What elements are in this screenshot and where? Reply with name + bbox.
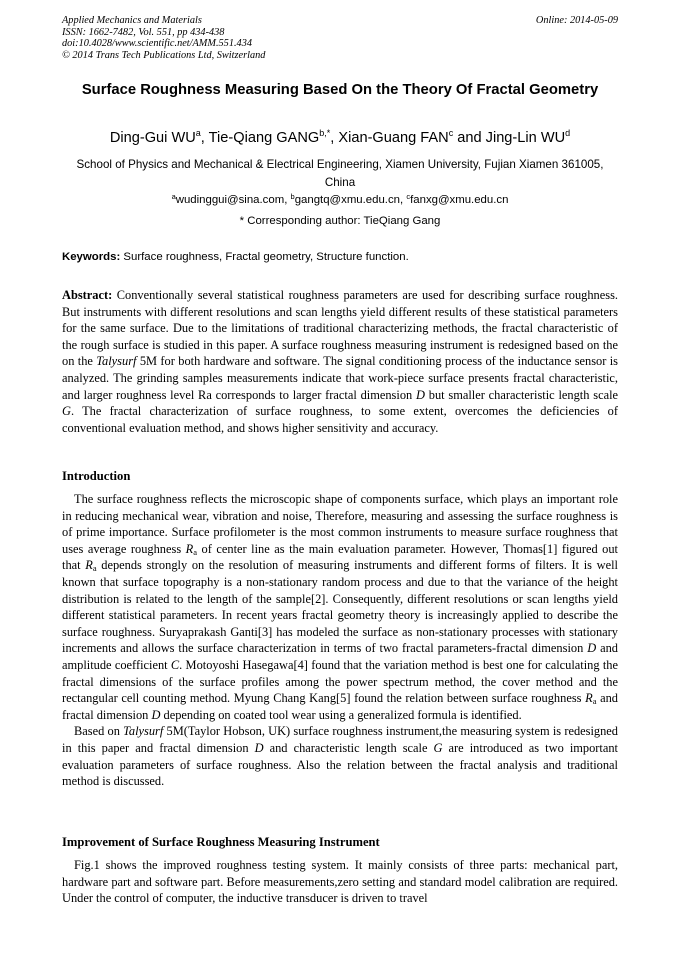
abstract-term: Talysurf xyxy=(96,354,137,369)
keywords xyxy=(62,250,618,264)
online-date: Online: 2014-05-09 xyxy=(535,15,618,26)
email-sup: b xyxy=(290,192,295,201)
author-sup: d xyxy=(565,128,571,138)
email-sup: c xyxy=(406,192,411,201)
issn-line: ISSN: 1662-7482, Vol. 551, pp 434-438 xyxy=(62,26,225,38)
abstract xyxy=(62,287,618,436)
email-sup: a xyxy=(171,192,176,201)
abstract-text: 5M for both hardware and software. The signal conditioning process of the inductance sensor is analyzed. The grinding samples measurements indicate that work-piece surface presents fractal characteristic, and larger roughness level Ra corresponds to larger fractal dimension xyxy=(62,354,618,402)
email-address[interactable]: fanxg@xmu.edu.cn xyxy=(410,194,509,206)
corresponding-author: * Corresponding author: TieQiang Gang xyxy=(239,215,441,227)
author-name: Ding-Gui WU xyxy=(109,130,196,146)
author-and: and xyxy=(453,130,486,146)
author-name: Jing-Lin WU xyxy=(485,130,566,146)
affiliation: School of Physics and Mechanical & Electrical Engineering, Xiamen University, Fujian Xiamen 361005, China xyxy=(76,158,604,189)
introduction-paragraph: Based on Talysurf 5M(Taylor Hobson, UK) surface roughness instrument,the measuring system is redesigned in this paper and fractal dimension D and characteristic length scale G are introduced as two important evaluation parameters of surface roughness. Also the relation between the fractal analysis and traditional method is discussed. xyxy=(62,724,618,789)
abstract-label: Abstract: xyxy=(62,288,113,302)
paper-title: Surface Roughness Measuring Based On the Theory Of Fractal Geometry xyxy=(81,82,599,98)
author-list xyxy=(62,129,618,147)
abstract-term: G xyxy=(62,404,71,419)
author-name: Tie-Qiang GANG xyxy=(208,130,320,146)
author-separator: , xyxy=(200,130,209,146)
email-address[interactable]: gangtq@xmu.edu.cn xyxy=(294,194,401,206)
doi-line: doi:10.4028/www.scientific.net/AMM.551.434 xyxy=(62,38,252,50)
keywords-label: Keywords: xyxy=(62,251,121,263)
improvement-body xyxy=(62,857,618,907)
author-sup: b,* xyxy=(319,128,331,138)
email-list: $^a$wudinggui@sina.com, $^b$gangtq@xmu.edu.cn, $^c$fanxg@xmu.edu.cn xyxy=(171,192,509,206)
abstract-text: . The fractal characterization of surface roughness, to some extent, overcomes the deficiencies of conventional evaluation method, and shows higher sensitivity and accuracy. xyxy=(62,404,618,435)
introduction-body xyxy=(62,491,618,790)
author-sup: a xyxy=(195,128,201,138)
author-sup: c xyxy=(448,128,454,138)
journal-header xyxy=(62,15,618,61)
keywords-text: Surface roughness, Fractal geometry, Structure function. xyxy=(123,251,409,263)
abstract-text: Conventionally several statistical roughness parameters are used for describing surface roughness. But instruments with different resolutions and scan lengths yield different results of these statistical parameters for the same surface. Due to the limitations of traditional characterizing methods, the fractal characteristic of the rough surface is studied in this paper. A surface roughness measuring instrument is redesigned based on the on the xyxy=(62,288,618,369)
copyright-line: © 2014 Trans Tech Publications Ltd, Switzerland xyxy=(62,49,266,61)
introduction-paragraph: The surface roughness reflects the microscopic shape of components surface, which plays an important role in reducing mechanical wear, vibration and noise, Therefore, measuring and assessing the surface roughness is of prime importance. Surface profilometer is the most common instruments to measure surface roughness that uses average roughness $R_a$ of center line as the main evaluation parameter. However, Thomas[1] figured out that $R_a$ depends strongly on the resolution of measuring instruments and different forms of filters. It is well known that surface topography is a non-stationary random process and due to that the variance of the height distribution is related to the length of the sample[2]. Consequently, different resolutions or scan lengths yield different statistical parameters. In recent years fractal geometry theory is increasingly applied to describe the surface roughness. Suryaprakash Ganti[3] has modeled the surface as non-stationary processes with stationary increments and allows the surface characterization in terms of two fractal parameters-fractal dimension D and amplitude coefficient C. Motoyoshi Hasegawa[4] found that the variation method is best one for calculating the fractal dimensions of the surface profiles among the power spectrum method, the cover method and the rectangular cell counting method. Myung Chang Kang[5] found the relation between surface roughness $R_a$ and fractal dimension D depending on coated tool wear using a generalized formula is identified. xyxy=(62,492,618,722)
author-name: Xian-Guang FAN xyxy=(338,130,449,146)
author-separator: , xyxy=(330,130,339,146)
introduction-heading: Introduction xyxy=(62,469,131,483)
abstract-text: but smaller characteristic length scale xyxy=(424,387,619,402)
email-address[interactable]: wudinggui@sina.com xyxy=(175,194,285,206)
improvement-paragraph: Fig.1 shows the improved roughness testing system. It mainly consists of three parts: mechanical part, hardware part and software part. Before measurements,zero setting and standard model calibration are required. Under the control of computer, the inductive transducer is driven to travel xyxy=(62,858,618,906)
journal-name: Applied Mechanics and Materials xyxy=(62,15,202,26)
improvement-heading: Improvement of Surface Roughness Measuring Instrument xyxy=(62,835,380,849)
abstract-term: D xyxy=(416,387,425,402)
